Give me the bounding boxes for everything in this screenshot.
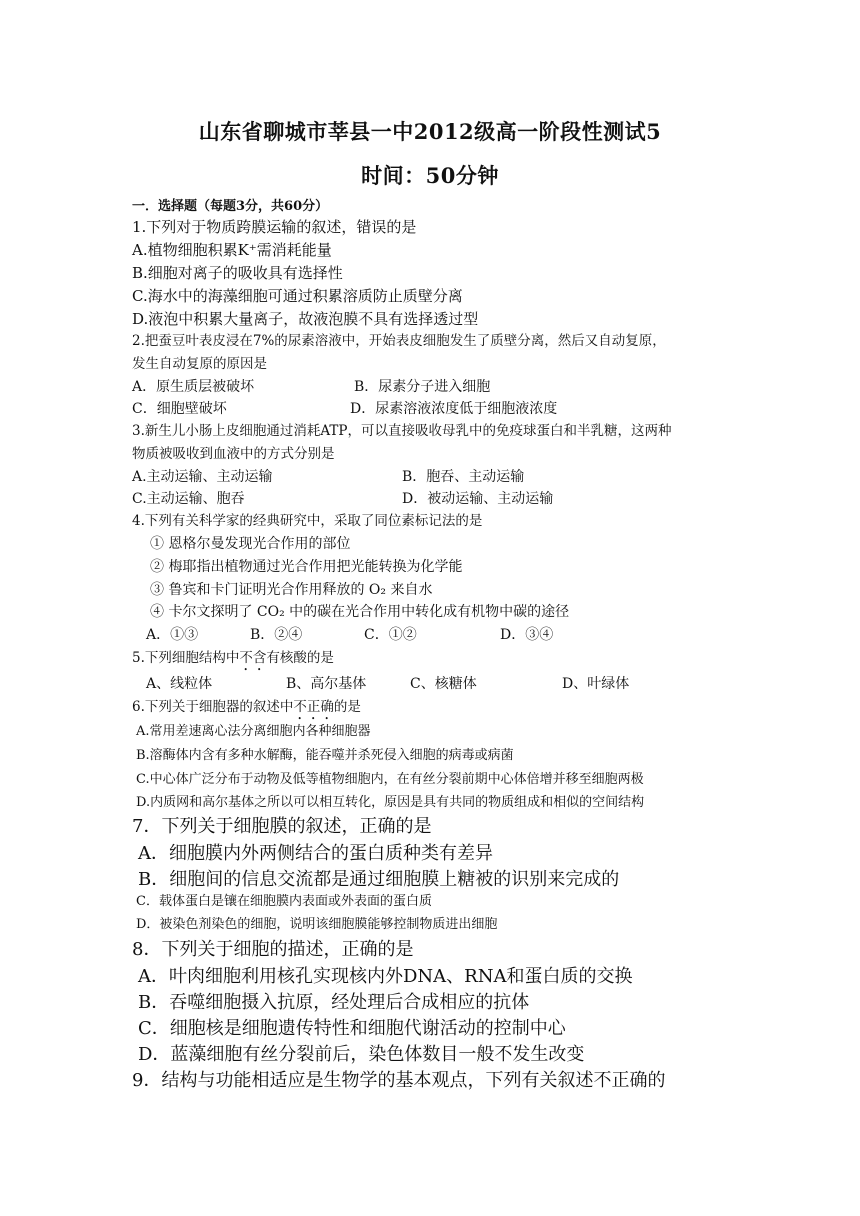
q1-option-b: B.细胞对离子的吸收具有选择性 [132, 264, 343, 282]
exam-title: 山东省聊城市莘县一中2012级高一阶段性测试5 [198, 119, 662, 144]
q4-option-b: B．②④ [250, 627, 303, 643]
q2-option-b: B．尿素分子进入细胞 [354, 379, 491, 395]
q3-option-b: B．胞吞、主动运输 [402, 469, 525, 485]
q4-option-d: D．③④ [500, 627, 554, 643]
q4-item-3: ③ 鲁宾和卡门证明光合作用释放的 O₂ 来自水 [150, 582, 433, 598]
q7-stem: 7．下列关于细胞膜的叙述，正确的是 [132, 816, 432, 837]
q6-option-c: C.中心体广泛分布于动物及低等植物细胞内，在有丝分裂前期中心体倍增并移至细胞两极 [136, 772, 644, 787]
q4-item-2: ② 梅耶指出植物通过光合作用把光能转换为化学能 [150, 559, 463, 575]
q8-option-a: A．叶肉细胞利用核孔实现核内外DNA、RNA和蛋白质的交换 [138, 966, 633, 987]
q2-option-a: A．原生质层被破坏 [132, 379, 255, 395]
q6-option-d: D.内质网和高尔基体之所以可以相互转化，原因是具有共同的物质组成和相似的空间结构 [136, 795, 645, 810]
q6-stem [132, 697, 361, 723]
q3-option-d: D．被动运输、主动运输 [402, 491, 554, 507]
q5-option-c: C、核糖体 [410, 676, 477, 692]
q3-stem-line2: 物质被吸收到血液中的方式分别是 [132, 446, 335, 462]
q8-option-c: C．细胞核是细胞遗传特性和细胞代谢活动的控制中心 [138, 1018, 566, 1039]
q1-option-c: C.海水中的海藻细胞可通过积累溶质防止质壁分离 [132, 287, 463, 305]
exam-time: 时间：50分钟 [361, 163, 499, 188]
q6-option-b: B.溶酶体内含有多种水解酶，能吞噬并杀死侵入细胞的病毒或病菌 [136, 748, 514, 763]
q1-stem: 1.下列对于物质跨膜运输的叙述，错误的是 [132, 218, 417, 236]
section-heading: 一．选择题（每题3分，共60分） [132, 199, 329, 214]
q3-stem-line1: 3.新生儿小肠上皮细胞通过消耗ATP，可以直接吸收母乳中的免疫球蛋白和半乳糖，这两种 [132, 423, 672, 439]
q2-option-c: C．细胞壁破坏 [132, 401, 227, 417]
q8-option-d: D．蓝藻细胞有丝分裂前后，染色体数目一般不发生改变 [138, 1044, 585, 1065]
q6-stem-post: 的是 [333, 699, 361, 715]
q1-option-d: D.液泡中积累大量离子，故液泡膜不具有选择透过型 [132, 310, 479, 328]
q5-stem-emphasis: 不含 [239, 650, 267, 666]
q4-item-4: ④ 卡尔文探明了 CO₂ 中的碳在光合作用中转化成有机物中碳的途径 [150, 604, 570, 620]
q7-option-d: D．被染色剂染色的细胞，说明该细胞膜能够控制物质进出细胞 [136, 917, 498, 932]
q6-stem-pre: 6.下列关于细胞器的叙述中 [132, 699, 294, 715]
q7-option-a: A．细胞膜内外两侧结合的蛋白质种类有差异 [138, 843, 493, 864]
q5-stem-pre: 5.下列细胞结构中 [132, 650, 240, 666]
q4-option-a: A．①③ [146, 627, 199, 643]
q2-option-d: D．尿素溶液浓度低于细胞液浓度 [350, 401, 558, 417]
q8-stem: 8．下列关于细胞的描述，正确的是 [132, 939, 414, 960]
q8-option-b: B．吞噬细胞摄入抗原，经处理后合成相应的抗体 [138, 992, 530, 1013]
q7-option-c: C．载体蛋白是镶在细胞膜内表面或外表面的蛋白质 [136, 894, 432, 909]
q5-stem [132, 648, 334, 674]
q2-stem-line2: 发生自动复原的原因是 [132, 356, 267, 372]
q5-option-d: D、叶绿体 [562, 676, 630, 692]
q5-stem-post: 有核酸的是 [266, 650, 334, 666]
q5-option-a: A、线粒体 [146, 676, 213, 692]
q3-option-c: C.主动运输、胞吞 [132, 491, 245, 507]
q6-option-a: A.常用差速离心法分离细胞内各种细胞器 [136, 724, 371, 739]
q7-option-b: B．细胞间的信息交流都是通过细胞膜上糖被的识别来完成的 [138, 869, 620, 890]
q2-stem-line1: 2.把蚕豆叶表皮浸在7%的尿素溶液中，开始表皮细胞发生了质壁分离，然后又自动复原， [132, 333, 666, 349]
q3-option-a: A.主动运输、主动运输 [132, 469, 273, 485]
q5-option-b: B、高尔基体 [286, 676, 367, 692]
q1-option-a: A.植物细胞积累K⁺需消耗能量 [132, 241, 332, 259]
q4-item-1: ① 恩格尔曼发现光合作用的部位 [150, 536, 351, 552]
q4-stem: 4.下列有关科学家的经典研究中，采取了同位素标记法的是 [132, 513, 483, 529]
q6-stem-emphasis: 不正确 [293, 699, 334, 715]
q9-stem: 9．结构与功能相适应是生物学的基本观点，下列有关叙述不正确的 [132, 1070, 666, 1091]
q4-option-c: C．①② [364, 627, 417, 643]
